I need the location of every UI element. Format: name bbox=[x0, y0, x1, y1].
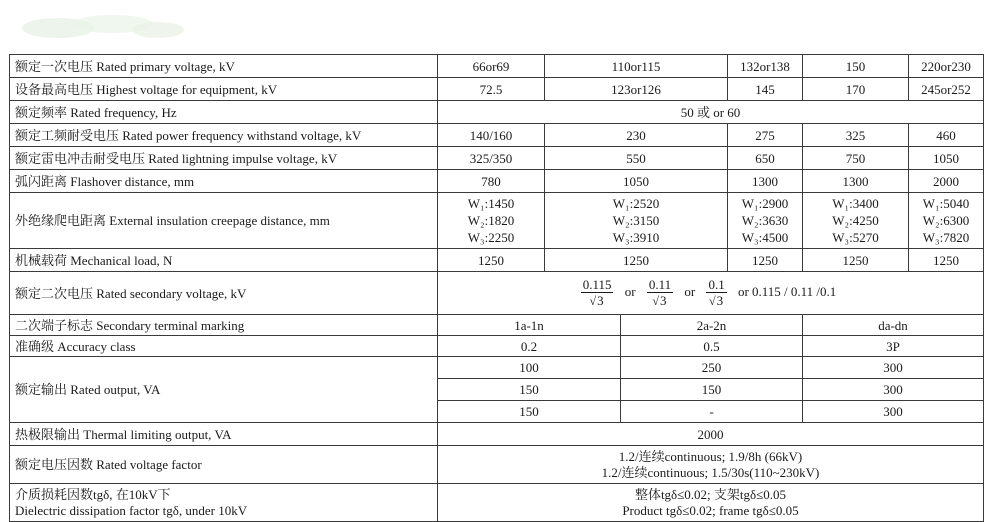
row-highest-voltage bbox=[10, 78, 984, 101]
cell-value: 250 bbox=[621, 357, 803, 379]
row-label: 额定频率 Rated frequency, Hz bbox=[10, 101, 438, 124]
cell-value: 220or230 bbox=[909, 55, 984, 78]
cell-value: 0.5 bbox=[621, 336, 803, 357]
cell-value: 325/350 bbox=[438, 147, 545, 170]
cell-value: 780 bbox=[438, 170, 545, 193]
cell-value: 230 bbox=[545, 124, 728, 147]
row-label: 额定工频耐受电压 Rated power frequency withstand voltage, kV bbox=[10, 124, 438, 147]
fraction-numerator: 0.115 bbox=[582, 276, 612, 292]
cell-creepage bbox=[438, 193, 545, 249]
sqrt-icon: √ bbox=[709, 293, 716, 308]
row-label: 准确级 Accuracy class bbox=[10, 336, 438, 357]
cell-value: 300 bbox=[803, 357, 984, 379]
cell-value: 1250 bbox=[438, 249, 545, 272]
row-label bbox=[10, 484, 438, 522]
cell-value: 325 bbox=[803, 124, 909, 147]
row-label: 额定雷电冲击耐受电压 Rated lightning impulse voltage, kV bbox=[10, 147, 438, 170]
cell-value: 150 bbox=[803, 55, 909, 78]
row-label-line: Dielectric dissipation factor tgδ, under 10kV bbox=[15, 502, 248, 518]
watermark-logo bbox=[18, 6, 188, 44]
creepage-value: W₂:3150 bbox=[612, 213, 660, 228]
cell-value: 150 bbox=[438, 379, 621, 401]
cell-value: 460 bbox=[909, 124, 984, 147]
creepage-value: W₂:4250 bbox=[832, 213, 879, 228]
cell-value: 2000 bbox=[909, 170, 984, 193]
row-primary-voltage bbox=[10, 55, 984, 78]
cell-value: 1a-1n bbox=[438, 315, 621, 336]
creepage-value: W₃:5270 bbox=[832, 230, 879, 245]
row-label-line: 介质损耗因数tgδ, 在10kV下 bbox=[15, 486, 171, 502]
row-label: 额定电压因数 Rated voltage factor bbox=[10, 446, 438, 484]
cell-value: 50 或 or 60 bbox=[438, 101, 984, 124]
cell-value: 72.5 bbox=[438, 78, 545, 101]
row-power-frequency-withstand bbox=[10, 124, 984, 147]
cell-value: 100 bbox=[438, 357, 621, 379]
cell-value: 1050 bbox=[909, 147, 984, 170]
or-text: or bbox=[684, 283, 696, 299]
sqrt-argument: 3 bbox=[597, 292, 604, 308]
cell-value: 300 bbox=[803, 379, 984, 401]
creepage-value: W₂:3630 bbox=[741, 213, 789, 228]
sqrt-icon: √ bbox=[652, 293, 660, 308]
cell-value: 1250 bbox=[545, 249, 728, 272]
cell-value: 2a-2n bbox=[621, 315, 803, 336]
row-flashover-distance bbox=[10, 170, 984, 193]
cell-creepage bbox=[545, 193, 728, 249]
cell-value: 275 bbox=[728, 124, 803, 147]
cell-creepage bbox=[728, 193, 803, 249]
cell-value: 2000 bbox=[438, 423, 984, 446]
spec-table bbox=[9, 54, 984, 522]
or-text: or bbox=[624, 283, 636, 299]
creepage-value: W₁:2900 bbox=[741, 196, 789, 211]
cell-value: - bbox=[621, 401, 803, 423]
secondary-tail: or 0.115 / 0.11 /0.1 bbox=[737, 283, 837, 299]
cell-secondary-voltage bbox=[438, 272, 984, 315]
cell-value: 300 bbox=[803, 401, 984, 423]
row-label: 弧闪距离 Flashover distance, mm bbox=[10, 170, 438, 193]
cell-creepage bbox=[803, 193, 909, 249]
row-rated-output bbox=[10, 357, 984, 379]
cell-value: 150 bbox=[621, 379, 803, 401]
fraction-denominator bbox=[590, 293, 605, 309]
fraction-denominator bbox=[652, 293, 667, 309]
fraction-denominator bbox=[709, 293, 724, 309]
row-dissipation-factor bbox=[10, 484, 984, 522]
creepage-value: W₁:1450 bbox=[467, 196, 515, 211]
fraction-numerator: 0.11 bbox=[648, 276, 672, 292]
cell-value: 150 bbox=[438, 401, 621, 423]
row-creepage-distance bbox=[10, 193, 984, 249]
row-label: 二次端子标志 Secondary terminal marking bbox=[10, 315, 438, 336]
creepage-value: W₃:3910 bbox=[612, 230, 660, 245]
creepage-value: W₁:3400 bbox=[832, 196, 879, 211]
row-thermal-limiting-output bbox=[10, 423, 984, 446]
cell-value: 1250 bbox=[909, 249, 984, 272]
creepage-value: W₃:7820 bbox=[922, 230, 970, 245]
sqrt-icon: √ bbox=[589, 293, 597, 308]
sqrt-argument: 3 bbox=[660, 292, 667, 308]
row-label: 额定一次电压 Rated primary voltage, kV bbox=[10, 55, 438, 78]
row-rated-frequency bbox=[10, 101, 984, 124]
cell-voltage-factor bbox=[438, 446, 984, 484]
cell-creepage bbox=[909, 193, 984, 249]
cell-value: 1300 bbox=[728, 170, 803, 193]
row-terminal-marking bbox=[10, 315, 984, 336]
voltage-factor-line: 1.2/连续continuous; 1.5/30s(110~230kV) bbox=[601, 464, 820, 480]
creepage-value: W₃:2250 bbox=[467, 230, 515, 245]
row-secondary-voltage bbox=[10, 272, 984, 315]
voltage-factor-line: 1.2/连续continuous; 1.9/8h (66kV) bbox=[618, 448, 803, 464]
row-label: 外绝缘爬电距离 External insulation creepage distance, mm bbox=[10, 193, 438, 249]
cell-value: 123or126 bbox=[545, 78, 728, 101]
creepage-value: W₁:2520 bbox=[612, 196, 660, 211]
cell-value: 1250 bbox=[803, 249, 909, 272]
cell-value: 132or138 bbox=[728, 55, 803, 78]
row-voltage-factor bbox=[10, 446, 984, 484]
fraction-numerator: 0.1 bbox=[708, 276, 725, 292]
cell-value: 245or252 bbox=[909, 78, 984, 101]
cell-value: da-dn bbox=[803, 315, 984, 336]
creepage-value: W₂:6300 bbox=[922, 213, 970, 228]
row-label: 热极限输出 Thermal limiting output, VA bbox=[10, 423, 438, 446]
fraction bbox=[706, 278, 726, 309]
row-mechanical-load bbox=[10, 249, 984, 272]
cell-dissipation-factor bbox=[438, 484, 984, 522]
sqrt-argument: 3 bbox=[716, 292, 724, 308]
cell-value: 140/160 bbox=[438, 124, 545, 147]
cell-value: 170 bbox=[803, 78, 909, 101]
cell-value: 1300 bbox=[803, 170, 909, 193]
cell-value: 650 bbox=[728, 147, 803, 170]
row-label: 机械载荷 Mechanical load, N bbox=[10, 249, 438, 272]
cell-value: 110or115 bbox=[545, 55, 728, 78]
creepage-value: W₃:4500 bbox=[741, 230, 789, 245]
dissipation-line: Product tgδ≤0.02; frame tgδ≤0.05 bbox=[622, 502, 799, 518]
fraction bbox=[647, 278, 673, 309]
cell-value: 750 bbox=[803, 147, 909, 170]
row-label: 额定二次电压 Rated secondary voltage, kV bbox=[10, 272, 438, 315]
cell-value: 66or69 bbox=[438, 55, 545, 78]
cell-value: 0.2 bbox=[438, 336, 621, 357]
fraction bbox=[581, 278, 614, 309]
cell-value: 550 bbox=[545, 147, 728, 170]
dissipation-line: 整体tgδ≤0.02; 支架tgδ≤0.05 bbox=[634, 486, 787, 502]
row-label: 额定输出 Rated output, VA bbox=[10, 357, 438, 423]
row-accuracy-class bbox=[10, 336, 984, 357]
cell-value: 1050 bbox=[545, 170, 728, 193]
cell-value: 1250 bbox=[728, 249, 803, 272]
row-label: 设备最高电压 Highest voltage for equipment, kV bbox=[10, 78, 438, 101]
row-lightning-impulse bbox=[10, 147, 984, 170]
cell-value: 145 bbox=[728, 78, 803, 101]
creepage-value: W₁:5040 bbox=[922, 196, 970, 211]
creepage-value: W₂:1820 bbox=[467, 213, 515, 228]
cell-value: 3P bbox=[803, 336, 984, 357]
